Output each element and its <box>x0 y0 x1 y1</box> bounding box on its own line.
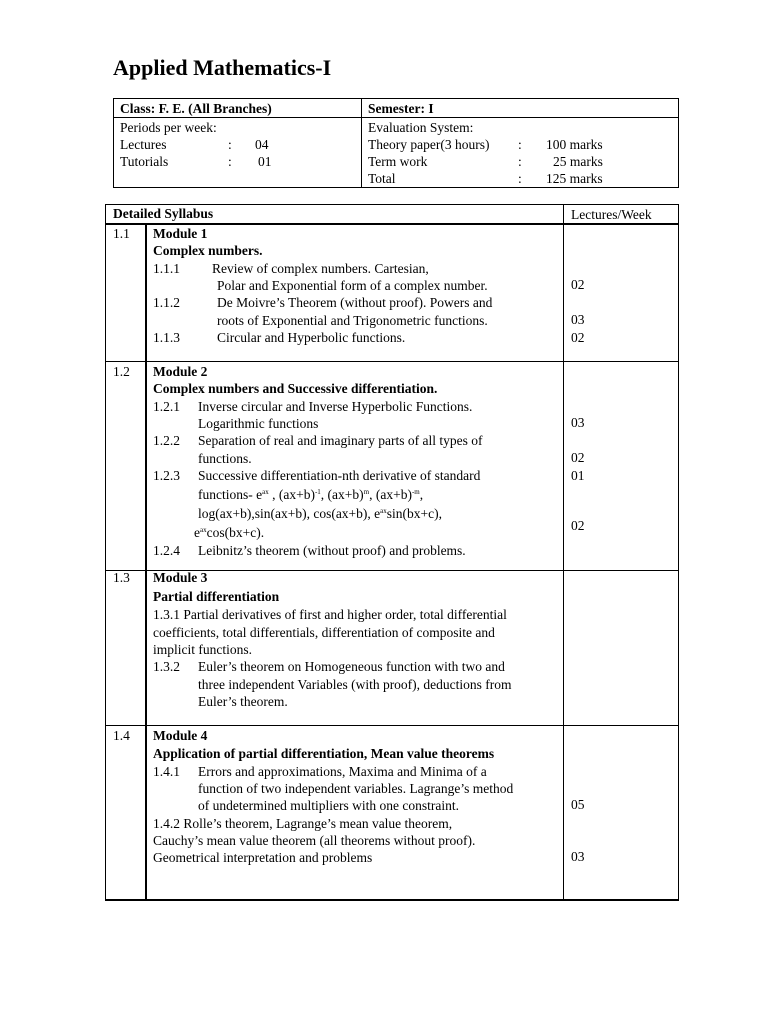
lecture-count: 03 <box>571 415 585 430</box>
module-number: 1.3 <box>113 570 130 585</box>
topic-text: 1.3.1 Partial derivatives of first and higher order, total differential <box>153 607 507 622</box>
topic-text: Geometrical interpretation and problems <box>153 850 373 865</box>
tutorials-label: Tutorials <box>120 154 169 169</box>
semester-label: Semester: I <box>368 101 434 116</box>
formula-line: $e^{ax}\cos(bx+c)$. <box>194 525 265 540</box>
formula-line: log(ax+b),sin(ax+b), cos(ax+b), $e^{ax}\sin(bx+c)$, <box>198 506 443 521</box>
periods-label: Periods per week: <box>120 120 217 135</box>
topic-text: De Moivre’s Theorem (without proof). Powers and <box>217 295 493 310</box>
lecture-count: 02 <box>571 450 585 465</box>
topic-text: functions. <box>198 451 252 466</box>
syllabus-header: Detailed Syllabus <box>113 206 214 221</box>
lectures-colon: : <box>228 137 232 152</box>
eval-row-label: Theory paper(3 hours) <box>368 137 490 152</box>
eval-row-value: 25 marks <box>553 154 603 169</box>
topic-text: three independent Variables (with proof), deductions from <box>198 677 512 692</box>
topic-number: 1.2.3 <box>153 468 180 483</box>
module-number: 1.4 <box>113 728 130 743</box>
topic-text: coefficients, total differentials, differentiation of composite and <box>153 625 495 640</box>
module-subtitle: Application of partial differentiation, Mean value theorems <box>153 746 495 761</box>
eval-row-colon: : <box>518 171 522 186</box>
module-subtitle: Complex numbers and Successive differentiation. <box>153 381 438 396</box>
lecture-count: 05 <box>571 797 585 812</box>
topic-text: Circular and Hyperbolic functions. <box>217 330 406 345</box>
lecture-count: 02 <box>571 277 585 292</box>
topic-text: Logarithmic functions <box>198 416 319 431</box>
lectures-week-header: Lectures/Week <box>571 207 652 222</box>
tutorials-value: 01 <box>258 154 272 169</box>
eval-row-value: 100 marks <box>546 137 603 152</box>
topic-number: 1.1.1 <box>153 261 180 276</box>
module-title: Module 4 <box>153 728 208 743</box>
topic-text: roots of Exponential and Trigonometric functions. <box>217 313 488 328</box>
module-subtitle: Partial differentiation <box>153 589 280 604</box>
topic-text: Polar and Exponential form of a complex number. <box>217 278 488 293</box>
evaluation-label: Evaluation System: <box>368 120 474 135</box>
topic-text: Successive differentiation-nth derivative of standard <box>198 468 481 483</box>
topic-number: 1.1.3 <box>153 330 180 345</box>
tutorials-colon: : <box>228 154 232 169</box>
lecture-count: 02 <box>571 518 585 533</box>
eval-row-colon: : <box>518 154 522 169</box>
module-title: Module 2 <box>153 364 208 379</box>
topic-text: Review of complex numbers. Cartesian, <box>212 261 429 276</box>
topic-text: Inverse circular and Inverse Hyperbolic Functions. <box>198 399 473 414</box>
topic-text: of undetermined multipliers with one constraint. <box>198 798 459 813</box>
class-label: Class: F. E. (All Branches) <box>120 101 272 116</box>
lectures-value: 04 <box>255 137 269 152</box>
lecture-count: 03 <box>571 849 585 864</box>
formula-line: functions- $e^{ax}$ , $(ax+b)^{-1}$, $(ax+b)^m$, $(ax+b)^{-m}$, <box>198 487 424 502</box>
eval-row-colon: : <box>518 137 522 152</box>
topic-text: implicit functions. <box>153 642 252 657</box>
eval-row-label: Term work <box>368 154 428 169</box>
lecture-count: 02 <box>571 330 585 345</box>
topic-number: 1.3.2 <box>153 659 180 674</box>
eval-row-value: 125 marks <box>546 171 603 186</box>
topic-number: 1.2.2 <box>153 433 180 448</box>
module-title: Module 3 <box>153 570 208 585</box>
topic-text: Euler’s theorem on Homogeneous function with two and <box>198 659 505 674</box>
topic-number: 1.2.4 <box>153 543 180 558</box>
topic-number: 1.4.1 <box>153 764 180 779</box>
topic-text: Separation of real and imaginary parts of all types of <box>198 433 483 448</box>
lecture-count: 03 <box>571 312 585 327</box>
topic-number: 1.2.1 <box>153 399 180 414</box>
eval-row-label: Total <box>368 171 396 186</box>
topic-number: 1.1.2 <box>153 295 180 310</box>
module-subtitle: Complex numbers. <box>153 243 263 258</box>
lectures-label: Lectures <box>120 137 167 152</box>
topic-text: Leibnitz’s theorem (without proof) and problems. <box>198 543 466 558</box>
module-title: Module 1 <box>153 226 208 241</box>
module-number: 1.1 <box>113 226 130 241</box>
topic-text: function of two independent variables. Lagrange’s method <box>198 781 514 796</box>
lecture-count: 01 <box>571 468 585 483</box>
topic-text: 1.4.2 Rolle’s theorem, Lagrange’s mean value theorem, <box>153 816 453 831</box>
page-title: Applied Mathematics-I <box>113 55 332 80</box>
topic-text: Cauchy’s mean value theorem (all theorems without proof). <box>153 833 476 848</box>
topic-text: Errors and approximations, Maxima and Minima of a <box>198 764 487 779</box>
topic-text: Euler’s theorem. <box>198 694 288 709</box>
module-number: 1.2 <box>113 364 130 379</box>
